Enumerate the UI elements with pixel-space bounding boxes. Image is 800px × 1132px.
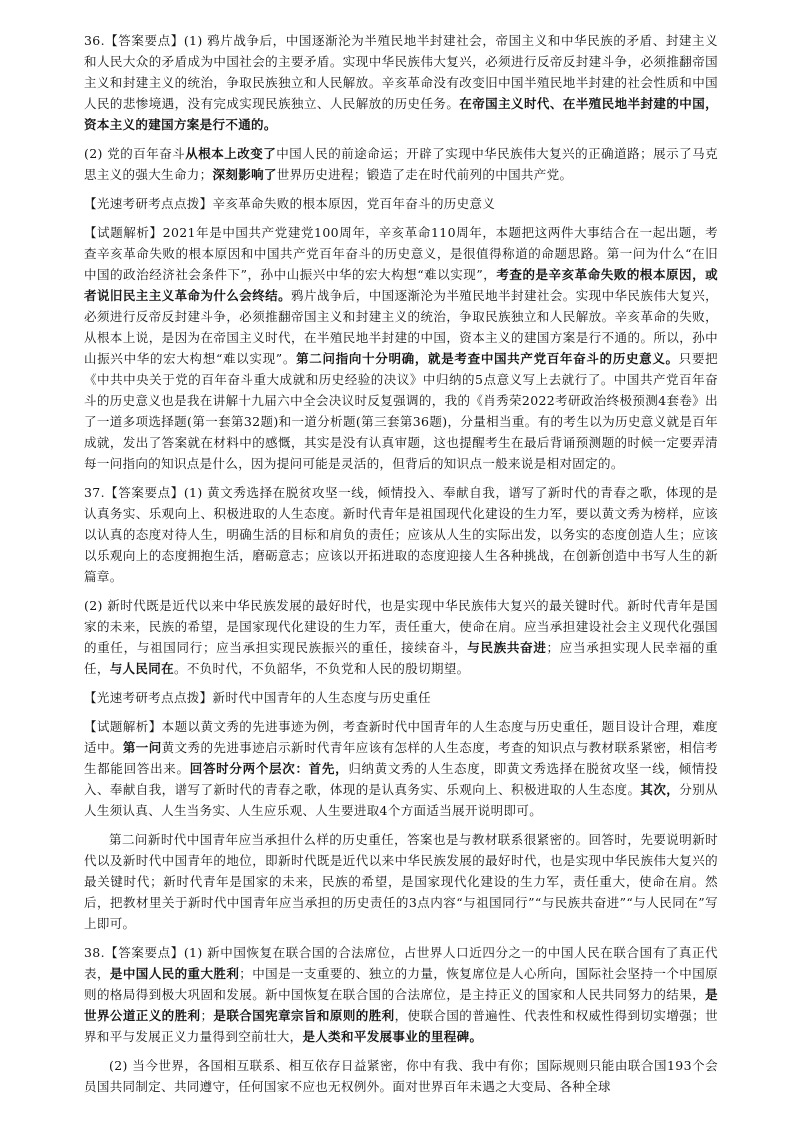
bold-text-segment: 从根本上改变了 (185, 146, 277, 161)
text-paragraph (84, 482, 718, 587)
bold-text-segment: 与人民同在 (109, 661, 174, 676)
text-segment: 【光速考研考点点拨】新时代中国青年的人生态度与历史重任 (84, 690, 431, 705)
text-paragraph (84, 143, 718, 185)
bold-text-segment: 其次， (640, 782, 680, 797)
text-segment: 鸦片战争后，中国逐渐沦为半殖民地半封建社会。实现中华民族伟大复兴，必须进行反帝反封建斗争，必须推翻帝国主义和封建主义的统治，争取民族独立和人民解放。辛亥革命的失败，从根本上说，是因为在帝国主义时代，在半殖民地半封建的中国，资本主义的建国方案是行不通的。所以，孙中山振兴中华的宏大构想“难以实现”。 (84, 288, 718, 366)
text-segment: (2) 当今世界，各国相互联系、相互依存日益紧密，你中有我、我中有你；国际规则只能由联合国193个会员国共同制定、共同遵守，任何国家不应也无权例外。面对世界百年未遇之大变局、各种全球 (84, 1058, 718, 1094)
bold-text-segment: 考查的是辛亥革命失败的根本原因，或者说旧民主主义革命为什么会终结。 (84, 267, 718, 303)
text-segment: ，使联合国的普遍性、代表性和权威性得到切实增强；世界和平与发展正义力量得到空前壮大， (84, 1008, 718, 1044)
bold-text-segment: 第一问 (122, 740, 162, 755)
bold-text-segment: 是联合国宪章宗旨和原则的胜利 (213, 1008, 395, 1023)
text-paragraph (84, 716, 718, 821)
bold-text-segment: 是人类和平发展事业的里程碑。 (302, 1029, 483, 1044)
bold-text-segment: 深刻影响了 (212, 167, 277, 182)
text-segment: 。不负时代，不负韶华，不负党和人民的殷切期望。 (173, 661, 470, 676)
text-segment: 【试题解析】本题以黄文秀的先进事迹为例，考查新时代中国青年的人生态度与历史重任，题目设计合理，难度适中。 (84, 719, 718, 755)
bold-text-segment: 是世界公道正义的胜利 (84, 987, 718, 1023)
text-paragraph (84, 942, 718, 1047)
text-segment: 37.【答案要点】(1) 黄文秀选择在脱贫攻坚一线，倾情投入、奉献自我，谱写了新时代的青春之歌，体现的是认真务实、乐观向上、积极进取的人生态度。新时代青年是祖国现代化建设的生力军，要以黄文秀为榜样，应该以认真的态度对待人生，明确生活的目标和肩负的责任；应该从人生的实际出发，以务实的态度创造人生；应该以乐观向上的态度拥抱生活，磨砺意志；应该以开拓进取的态度迎接人生各种挑战，在创新创造中书写人生的新篇章。 (84, 485, 718, 584)
bold-text-segment: 第二问指向十分明确，就是考查中国共产党百年奋斗的历史意义。 (296, 351, 679, 366)
text-paragraph (84, 595, 718, 679)
text-segment: 分别从人生须认真、人生当务实、人生应乐观、人生要进取4个方面适当展开说明即可。 (84, 782, 718, 818)
text-segment: 黄文秀的先进事迹启示新时代青年应该有怎样的人生态度，考查的知识点与教材联系紧密，相信考生都能回答出来。 (84, 740, 718, 776)
text-segment: 36.【答案要点】(1) 鸦片战争后，中国逐渐沦为半殖民地半封建社会，帝国主义和中华民族的矛盾、封建主义和人民大众的矛盾成为中国社会的主要矛盾。实现中华民族伟大复兴，必须进行反帝反封建斗争，必须推翻帝国主义和封建主义的统治，争取民族独立和人民解放。辛亥革命没有改变旧中国半殖民地半封建的社会性质和中国人民的悲惨境遇，没有完成实现民族独立、人民解放的历史任务。 (84, 33, 718, 111)
text-segment: 38.【答案要点】(1) 新中国恢复在联合国的合法席位，占世界人口近四分之一的中国人民在联合国有了真正代表， (84, 945, 718, 981)
text-segment: 【光速考研考点点拨】辛亥革命失败的根本原因，党百年奋斗的历史意义 (84, 196, 496, 211)
text-paragraph (84, 222, 718, 474)
bold-text-segment: 回答时分两个层次：首先， (189, 761, 349, 776)
text-segment: ； (200, 1008, 214, 1023)
text-paragraph (84, 1055, 718, 1097)
text-paragraph (84, 829, 718, 934)
keypoint-tag-paragraph (84, 193, 718, 214)
bold-text-segment: 是中国人民的重大胜利 (109, 966, 240, 981)
text-segment: 归纳黄文秀的人生态度，即黄文秀选择在脱贫攻坚一线，倾情投入、奉献自我，谱写了新时代的青春之歌，体现的是认真务实、乐观向上、积极进取的人生态度。 (84, 761, 718, 797)
text-segment: ；中国是一支重要的、独立的力量，恢复席位是人心所向，国际社会坚持一个中国原则的格局得到极大巩固和发展。新中国恢复在联合国的合法席位，是主持正义的国家和人民共同努力的结果， (84, 966, 718, 1002)
text-segment: ；应当承担实现人民幸福的重任， (84, 640, 718, 676)
bold-text-segment: 在帝国主义时代、在半殖民地半封建的中国，资本主义的建国方案是行不通的。 (84, 96, 718, 132)
text-segment: 中国人民的前途命运；开辟了实现中华民族伟大复兴的正确道路；展示了马克思主义的强大生命力； (84, 146, 719, 182)
text-segment: 第二问新时代中国青年应当承担什么样的历史重任，答案也是与教材联系很紧密的。回答时，先要说明新时代以及新时代中国青年的地位，即新时代既是近代以来中华民族发展的最好时代，也是实现中华民族伟大复兴的最关键时代；新时代青年是国家的未来，民族的希望，是国家现代化建设的生力军，责任重大，使命在肩。然后，把教材里关于新时代中国青年应当承担的历史责任的3点内容“与祖国同行”“与民族共奋进”“与人民同在”写上即可。 (84, 832, 718, 931)
text-segment: (2) 党的百年奋斗 (84, 146, 186, 161)
keypoint-tag-paragraph (84, 687, 718, 708)
bold-text-segment: 与民族共奋进 (467, 640, 547, 655)
text-segment: 【试题解析】2021年是中国共产党建党100周年，辛亥革命110周年，本题把这两件大事结合在一起出题，考查辛亥革命失败的根本原因和中国共产党百年奋斗的历史意义，是很值得称道的命题思路。第一问为什么“在旧中国的政治经济社会条件下”，孙中山振兴中华的宏大构想“难以实现”， (84, 225, 718, 282)
text-paragraph (84, 30, 718, 135)
text-segment: 只要把《中共中央关于党的百年奋斗重大成就和历史经验的决议》中归纳的5点意义写上去就行了。中国共产党百年奋斗的历史意义也是我在讲解十九届六中全会决议时反复强调的，我的《肖秀荣2022考研政治终极预测4套卷》出了一道多项选择题(第一套第32题)和一道分析题(第三套第36题)，分量相当重。有的考生以为历史意义就是百年成就，发出了答案就在材料中的感慨，其实是没有认真审题，这也提醒考生在最后背诵预测题的时候一定要弄清每一问指向的知识点是什么，因为提问可能是灵活的，但背后的知识点一般来说是相对固定的。 (84, 351, 718, 471)
text-segment: 世界历史进程；锻造了走在时代前列的中国共产党。 (276, 167, 573, 182)
text-segment: (2) 新时代既是近代以来中华民族发展的最好时代，也是实现中华民族伟大复兴的最关键时代。新时代青年是国家的未来，民族的希望，是国家现代化建设的生力军，责任重大，使命在肩。应当承担建设社会主义现代化强国的重任，与祖国同行；应当承担实现民族振兴的重任，接续奋斗， (84, 598, 718, 655)
